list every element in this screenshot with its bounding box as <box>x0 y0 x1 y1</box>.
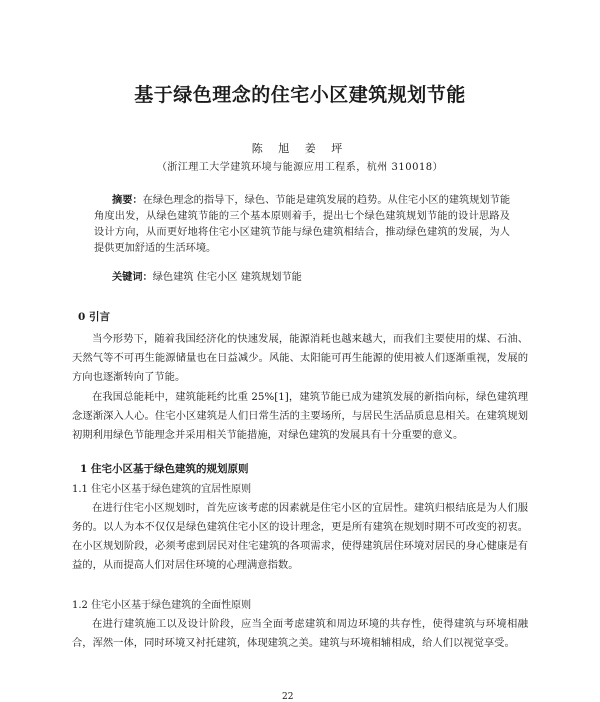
section-0-paragraph-1: 当今形势下，随着我国经济化的快速发展，能源消耗也越来越大，而我们主要使用的煤、石油、天然气等不可再生能源储量也在日益减少。风能、太阳能可再生能源的使用被人们逐渐重视，发展的方向也逐渐转向了节能。 <box>72 333 528 383</box>
subsection-1-1-paragraph: 在进行住宅小区规划时，首先应该考虑的因素就是住宅小区的宜居性。建筑归根结底是为人们服务的。以人为本不仅仅是绿色建筑住宅小区的设计理念，更是所有建筑在规划时期不可改变的初衷。在小区规划阶段，必须考虑到居民对住宅建筑的各项需求，使得建筑居住环境对居民的身心健康是有益的，从而提高人们对居住环境的心理满意指数。 <box>72 502 528 571</box>
abstract-text: 在绿色理念的指导下，绿色、节能是建筑发展的趋势。从住宅小区的建筑规划节能角度出发，从绿色建筑节能的三个基本原则着手，提出七个绿色建筑规划节能的设计思路及设计方向，从而更好地将住宅小区建筑节能与绿色建筑相结合，推动绿色建筑的发展，为人提供更加舒适的生活环境。 <box>94 195 511 254</box>
section-1-heading: 1 住宅小区基于绿色建筑的规划原则 <box>80 463 249 475</box>
abstract-label: 摘要： <box>112 194 143 206</box>
keywords-label: 关键词： <box>112 271 153 283</box>
section-0-heading: 0 引言 <box>78 311 110 323</box>
keywords-text: 绿色建筑 住宅小区 建筑规划节能 <box>152 272 302 283</box>
affiliation: （浙江理工大学建筑环境与能源应用工程系，杭州 310018） <box>156 162 444 173</box>
authors: 陈 旭 姜 坪 <box>251 142 349 155</box>
keywords <box>112 268 302 283</box>
subsection-1-2-heading: 1.2 住宅小区基于绿色建筑的全面性原则 <box>72 600 252 611</box>
abstract <box>94 192 510 257</box>
page-number: 22 <box>282 692 294 702</box>
subsection-1-2-paragraph: 在进行建筑施工以及设计阶段，应当全面考虑建筑和周边环境的共存性，使得建筑与环境相融合，浑然一体，同时环境又衬托建筑，体现建筑之美。建筑与环境相辅相成，给人们以视觉享受。 <box>72 618 528 649</box>
subsection-1-1-heading: 1.1 住宅小区基于绿色建筑的宜居性原则 <box>72 484 252 495</box>
paper-title: 基于绿色理念的住宅小区建筑规划节能 <box>134 84 466 106</box>
section-0-paragraph-2: 在我国总能耗中，建筑能耗约比重 25%[1]，建筑节能已成为建筑发展的新指向标，绿色建筑理念逐渐深入人心。住宅小区建筑是人们日常生活的主要场所，与居民生活品质息息相关。在建筑规划初期利用绿色节能理念并采用相关节能措施，对绿色建筑的发展具有十分重要的意义。 <box>72 391 528 441</box>
